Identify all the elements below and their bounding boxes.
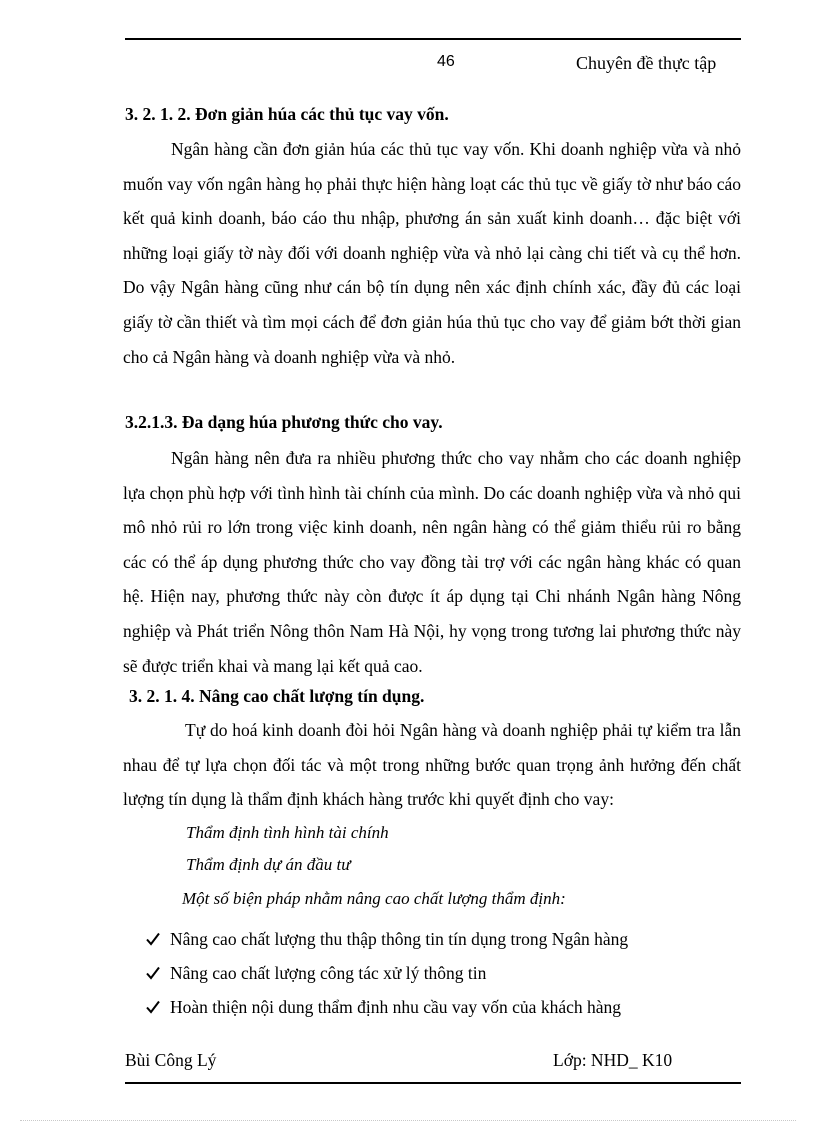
section-paragraph: Tự do hoá kinh doanh đòi hỏi Ngân hàng và doanh nghiệp phải tự kiểm tra lẫn nhau để tự lựa chọn đối tác và một trong những bước quan trọng ảnh hưởng đến chất lượng tín dụng là thẩm định khách hàng trước khi quyết định cho vay: bbox=[123, 720, 741, 809]
italic-line: Một số biện pháp nhằm nâng cao chất lượng thẩm định: bbox=[182, 889, 566, 908]
section-paragraph: Ngân hàng nên đưa ra nhiều phương thức cho vay nhằm cho các doanh nghiệp lựa chọn phù hợp với tình hình tài chính của mình. Do các doanh nghiệp vừa và nhỏ qui mô nhỏ rủi ro lớn trong việc kinh doanh, nên ngân hàng có thể giảm thiểu rủi ro bằng các có thể áp dụng phương thức cho vay đồng tài trợ với các ngân hàng khác có quan hệ. Hiện nay, phương thức này còn được ít áp dụng tại Chi nhánh Ngân hàng Nông nghiệp và Phát triển Nông thôn Nam Hà Nội, hy vọng trong tương lai phương thức này sẽ được triển khai và mang lại kết quả cao. bbox=[123, 448, 741, 676]
checkmark-icon bbox=[146, 932, 160, 946]
checkmark-icon bbox=[146, 1000, 160, 1014]
list-item-text: Hoàn thiện nội dung thẩm định nhu cầu vay vốn của khách hàng bbox=[170, 997, 622, 1017]
list-item bbox=[146, 956, 628, 990]
checkmark-icon bbox=[146, 966, 160, 980]
page-edge bbox=[20, 1120, 796, 1121]
footer-class: Lớp: NHD_ K10 bbox=[553, 1050, 673, 1070]
list-item-text: Nâng cao chất lượng công tác xử lý thông tin bbox=[170, 963, 487, 983]
header-title: Chuyên đề thực tập bbox=[576, 53, 717, 73]
section-paragraph: Ngân hàng cần đơn giản húa các thủ tục vay vốn. Khi doanh nghiệp vừa và nhỏ muốn vay vốn ngân hàng họ phải thực hiện hàng loạt các thủ tục về giấy tờ như báo cáo kết quả kinh doanh, báo cáo thu nhập, phương án sản xuất kinh doanh… đặc biệt với những loại giấy tờ này đối với doanh nghiệp vừa và nhỏ lại càng chi tiết và cụ thể hơn. Do vậy Ngân hàng cũng như cán bộ tín dụng nên xác định chính xác, đầy đủ các loại giấy tờ cần thiết và tìm mọi cách để đơn giản húa thủ tục cho vay để giảm bớt thời gian cho cả Ngân hàng và doanh nghiệp vừa và nhỏ. bbox=[123, 139, 741, 367]
italic-line: Thẩm định tình hình tài chính bbox=[186, 823, 389, 842]
list-item bbox=[146, 922, 628, 956]
list-item bbox=[146, 990, 628, 1024]
section-heading: 3. 2. 1. 4. Nâng cao chất lượng tín dụng. bbox=[129, 686, 425, 706]
footer-author: Bùi Công Lý bbox=[125, 1050, 217, 1070]
section-heading: 3.2.1.3. Đa dạng húa phương thức cho vay. bbox=[125, 412, 443, 432]
list-item-text: Nâng cao chất lượng thu thập thông tin tín dụng trong Ngân hàng bbox=[170, 929, 629, 949]
section-heading: 3. 2. 1. 2. Đơn giản húa các thủ tục vay vốn. bbox=[125, 104, 449, 124]
header-rule bbox=[125, 38, 741, 40]
checklist bbox=[146, 922, 628, 1024]
italic-line: Thẩm định dự án đầu tư bbox=[186, 855, 351, 874]
page-number: 46 bbox=[437, 53, 455, 70]
footer-rule bbox=[125, 1082, 741, 1084]
